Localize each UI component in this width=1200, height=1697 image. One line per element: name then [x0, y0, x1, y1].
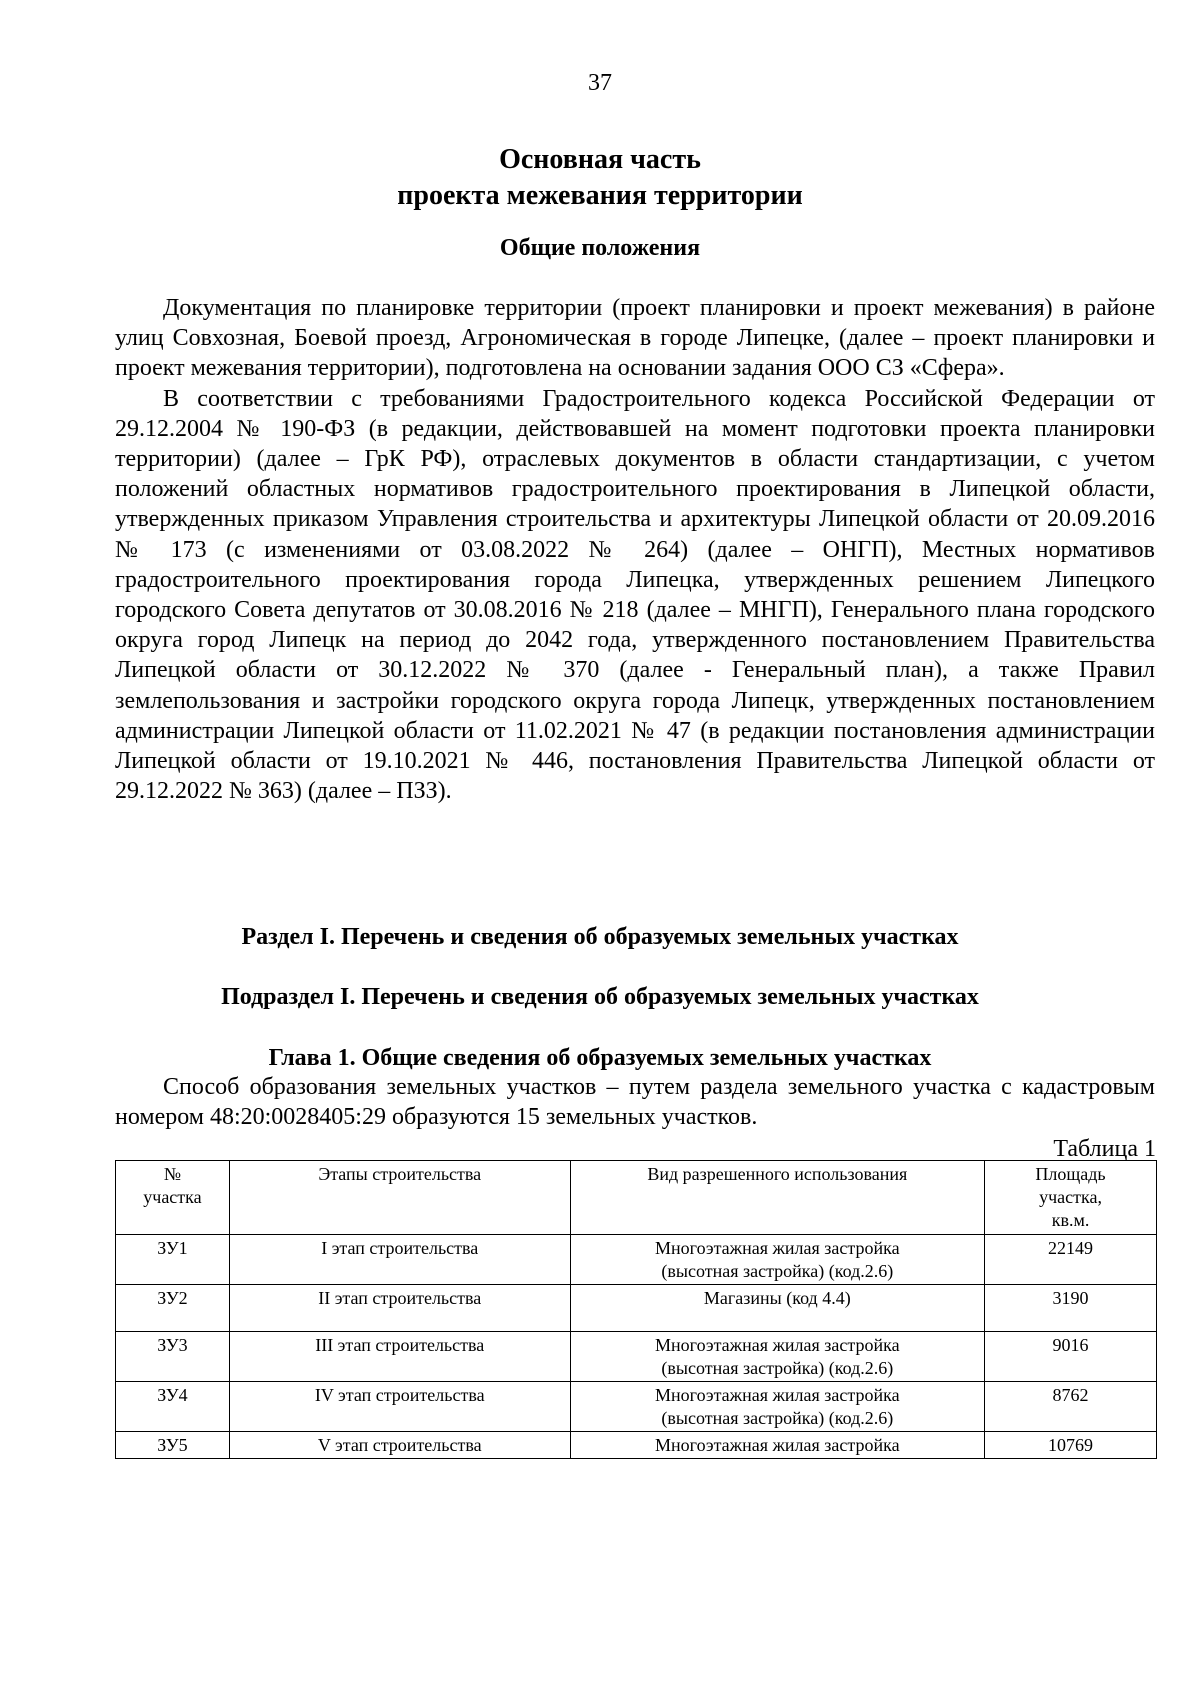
cell-plot-number: ЗУ2	[116, 1285, 230, 1332]
paragraph-formation-method: Способ образования земельных участков – путем раздела земельного участка с кадастровым номером 48:20:0028405:29 образуются 15 земельных участков.	[115, 1074, 1155, 1131]
chapter-heading: Глава 1. Общие сведения об образуемых земельных участках	[268, 1045, 932, 1071]
header-plot-area-line3: кв.м.	[1051, 1210, 1090, 1230]
cell-permitted-use-line1: Многоэтажная жилая застройка	[655, 1435, 900, 1455]
cell-permitted-use	[570, 1235, 985, 1285]
cell-plot-number: ЗУ3	[116, 1332, 230, 1382]
cell-permitted-use-line1: Магазины (код 4.4)	[703, 1288, 851, 1308]
cell-construction-stage: III этап строительства	[229, 1332, 570, 1382]
cell-plot-area: 22149	[985, 1235, 1157, 1285]
cell-construction-stage: I этап строительства	[229, 1235, 570, 1285]
header-construction-stage: Этапы строительства	[229, 1161, 570, 1235]
cell-permitted-use-line1: Многоэтажная жилая застройка	[655, 1335, 900, 1355]
cell-permitted-use-line2: (высотная застройка) (код.2.6)	[661, 1261, 894, 1281]
cell-permitted-use-line1: Многоэтажная жилая застройка	[655, 1385, 900, 1405]
cell-plot-number: ЗУ4	[116, 1382, 230, 1432]
cell-permitted-use	[570, 1285, 985, 1332]
document-title-line2: проекта межевания территории	[397, 180, 803, 211]
cell-permitted-use	[570, 1382, 985, 1432]
land-plots-table	[115, 1160, 1157, 1459]
header-permitted-use: Вид разрешенного использования	[570, 1161, 985, 1235]
table-header-row	[116, 1161, 1157, 1235]
subsection-heading: Подраздел I. Перечень и сведения об образуемых земельных участках	[221, 984, 979, 1010]
cell-plot-number: ЗУ1	[116, 1235, 230, 1285]
header-plot-area	[985, 1161, 1157, 1235]
paragraph-documentation: Документация по планировке территории (проект планировки и проект межевания) в районе улиц Совхозная, Боевой проезд, Агрономическая в городе Липецке, (далее – проект планировки и проект межевания территории), подготовлена на основании задания ООО СЗ «Сфера».	[115, 295, 1155, 382]
header-plot-area-line1: Площадь	[1035, 1164, 1106, 1184]
cell-plot-number: ЗУ5	[116, 1432, 230, 1459]
table-row	[116, 1382, 1157, 1432]
table-row	[116, 1285, 1157, 1332]
document-title-line1: Основная часть	[499, 144, 701, 175]
table-caption: Таблица 1	[1053, 1136, 1156, 1162]
table-row	[116, 1432, 1157, 1459]
cell-permitted-use-line1: Многоэтажная жилая застройка	[655, 1238, 900, 1258]
cell-plot-area: 10769	[985, 1432, 1157, 1459]
cell-plot-area: 3190	[985, 1285, 1157, 1332]
header-plot-number	[116, 1161, 230, 1235]
cell-permitted-use-line2: (высотная застройка) (код.2.6)	[661, 1408, 894, 1428]
header-plot-number-line2: участка	[143, 1187, 202, 1207]
body-text-intro	[115, 293, 1155, 806]
cell-construction-stage: V этап строительства	[229, 1432, 570, 1459]
cell-plot-area: 9016	[985, 1332, 1157, 1382]
header-plot-area-line2: участка,	[1039, 1187, 1102, 1207]
general-heading: Общие положения	[499, 235, 701, 261]
cell-construction-stage: IV этап строительства	[229, 1382, 570, 1432]
cell-permitted-use-line2: (высотная застройка) (код.2.6)	[661, 1358, 894, 1378]
table-row	[116, 1332, 1157, 1382]
cell-plot-area: 8762	[985, 1382, 1157, 1432]
header-plot-number-line1: №	[163, 1164, 182, 1184]
page-number: 37	[588, 70, 612, 96]
cell-construction-stage: II этап строительства	[229, 1285, 570, 1332]
cell-permitted-use	[570, 1332, 985, 1382]
body-text-method	[115, 1072, 1155, 1132]
paragraph-regulations: В соответствии с требованиями Градостроительного кодекса Российской Федерации от 29.12.2004 № 190-ФЗ (в редакции, действовавшей на момент подготовки проекта планировки территории) (далее – ГрК РФ), отраслевых документов в области стандартизации, с учетом положений областных нормативов градостроительного проектирования в Липецкой области, утвержденных приказом Управления строительства и архитектуры Липецкой области от 20.09.2016 № 173 (с изменениями от 03.08.2022 № 264) (далее – ОНГП), Местных нормативов градостроительного проектирования города Липецка, утвержденных решением Липецкого городского Совета депутатов от 30.08.2016 № 218 (далее – МНГП), Генерального плана городского округа город Липецк на период до 2042 года, утвержденного постановлением Правительства Липецкой области от 30.12.2022 № 370 (далее - Генеральный план), а также Правил землепользования и застройки городского округа города Липецк, утвержденных постановлением администрации Липецкой области от 11.02.2021 № 47 (в редакции постановления администрации Липецкой области от 19.10.2021 № 446, постановления Правительства Липецкой области от 29.12.2022 № 363) (далее – ПЗЗ).	[115, 385, 1155, 805]
section-heading: Раздел I. Перечень и сведения об образуемых земельных участках	[241, 924, 959, 950]
document-title	[0, 142, 1200, 214]
cell-permitted-use	[570, 1432, 985, 1459]
table-row	[116, 1235, 1157, 1285]
